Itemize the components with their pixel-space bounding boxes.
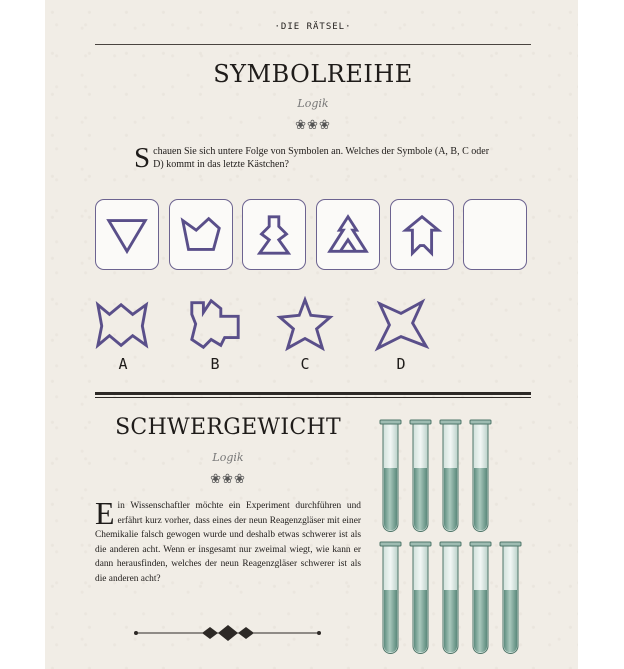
crown-down-icon [177,211,225,259]
option-letter-a: A [118,355,128,373]
sequence-box-3 [242,199,306,270]
test-tube [440,420,461,532]
puzzle-title-schwergewicht: SCHWERGEWICHT [115,415,341,440]
puzzle-category: Logik [297,97,329,110]
sequence-box-empty[interactable] [463,199,527,270]
test-tube [380,420,401,532]
puzzle-category: Logik [212,451,244,464]
zigzag-band-icon [94,297,152,355]
section-divider [95,392,531,395]
ornament-flourish: ❀❀❀ [295,118,331,133]
test-tube [440,542,461,654]
drop-cap: S [134,142,151,174]
test-tube [470,542,491,654]
option-a[interactable] [94,297,152,359]
arrow-up-notch-icon [398,211,446,259]
test-tube [500,542,521,654]
option-letter-d: D [396,355,406,373]
puzzle-title-symbolreihe: SYMBOLREIHE [213,60,413,88]
bottle-icon [250,211,298,259]
test-tube [410,542,431,654]
option-letter-c: C [300,355,310,373]
four-point-cross-icon [372,296,430,354]
six-point-star-icon [276,296,334,354]
triangle-down-icon [103,211,151,259]
test-tube [410,420,431,532]
option-d[interactable] [372,296,430,358]
sequence-box-4 [316,199,380,270]
body-text: in Wissenschaftler möchte ein Experiment durchführen und erfährt kurz vorher, dass eines der neun Reagenzgläser mit einer Chemikalie falsch gewogen wurde und deshalb etwas schwerer ist als die anderen acht. Wenn er insgesamt nur zweimal wiegt, wie kann er dann herausfinden, welches der neun Reagenzgläser schwerer ist als die anderen acht? [95,501,361,584]
option-letter-b: B [210,355,220,373]
test-tubes-illustration [378,418,528,658]
test-tube [470,420,491,532]
section-header: ·DIE RÄTSEL· [274,22,352,32]
bottom-ornament-rule [130,622,325,644]
option-c[interactable] [276,296,334,358]
notched-block-icon [186,295,244,353]
puzzle-body [95,495,361,587]
intro-text: chauen Sie sich untere Folge von Symbolen an. Welches der Symbole (A, B, C oder D) kommt in das letzte Kästchen? [153,146,490,170]
puzzle-intro [134,142,494,174]
sequence-box-2 [169,199,233,270]
drop-cap: E [95,495,115,531]
triforce-icon [324,211,372,259]
test-tube [380,542,401,654]
header-rule [95,44,531,45]
option-b[interactable] [186,295,244,357]
ornament-flourish: ❀❀❀ [210,472,246,487]
sequence-box-1 [95,199,159,270]
sequence-box-5 [390,199,454,270]
section-divider-thin [95,397,531,398]
